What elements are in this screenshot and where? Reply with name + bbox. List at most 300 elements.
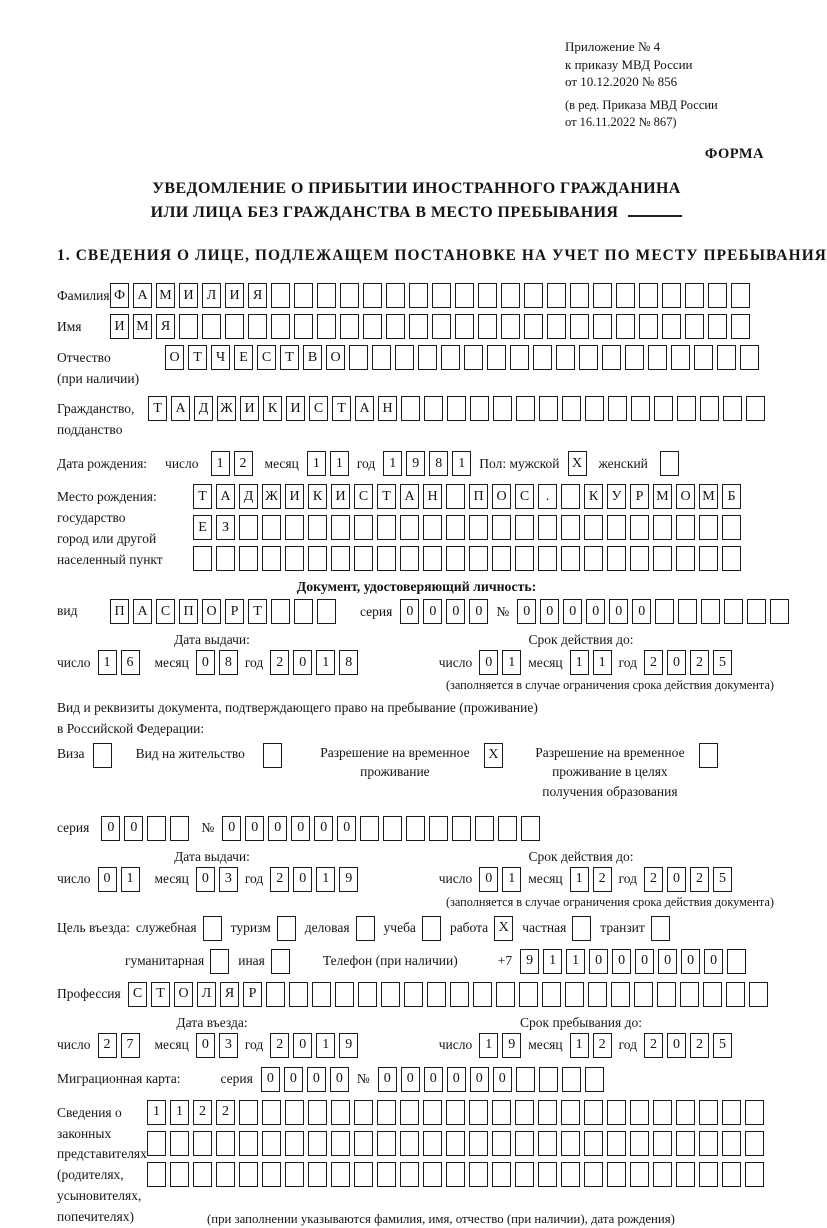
char-cell[interactable] — [699, 515, 718, 540]
char-cell[interactable]: 2 — [270, 650, 289, 675]
char-cell[interactable] — [699, 1100, 718, 1125]
char-cell[interactable]: Я — [248, 283, 267, 308]
char-cell[interactable] — [570, 314, 589, 339]
char-cell[interactable] — [676, 1131, 695, 1156]
char-cell[interactable] — [406, 816, 425, 841]
char-cell[interactable] — [395, 345, 414, 370]
char-cell[interactable] — [170, 816, 189, 841]
char-cell[interactable] — [363, 283, 382, 308]
char-cell[interactable] — [308, 1100, 327, 1125]
char-cell[interactable] — [662, 314, 681, 339]
char-cell[interactable] — [248, 314, 267, 339]
char-cell[interactable]: Д — [194, 396, 213, 421]
char-cell[interactable] — [423, 1131, 442, 1156]
char-cell[interactable] — [749, 982, 768, 1007]
char-cell[interactable] — [400, 515, 419, 540]
char-cell[interactable] — [294, 283, 313, 308]
char-cell[interactable]: 0 — [423, 599, 442, 624]
char-cell[interactable] — [147, 1131, 166, 1156]
char-cell[interactable]: Т — [193, 484, 212, 509]
char-cell[interactable]: 0 — [330, 1067, 349, 1092]
char-cell[interactable] — [561, 1131, 580, 1156]
char-cell[interactable] — [294, 599, 313, 624]
char-cell[interactable] — [193, 1131, 212, 1156]
char-cell[interactable] — [427, 982, 446, 1007]
char-cell[interactable] — [585, 1067, 604, 1092]
char-cell[interactable]: 1 — [316, 650, 335, 675]
char-cell[interactable] — [524, 283, 543, 308]
char-cell[interactable] — [262, 1162, 281, 1187]
char-cell[interactable] — [340, 283, 359, 308]
char-cell[interactable]: У — [607, 484, 626, 509]
char-cell[interactable] — [588, 982, 607, 1007]
char-cell[interactable]: 2 — [193, 1100, 212, 1125]
char-cell[interactable] — [630, 546, 649, 571]
char-cell[interactable] — [478, 283, 497, 308]
char-cell[interactable] — [225, 314, 244, 339]
char-cell[interactable] — [519, 982, 538, 1007]
char-cell[interactable] — [584, 1100, 603, 1125]
char-cell[interactable] — [631, 396, 650, 421]
char-cell[interactable] — [383, 816, 402, 841]
char-cell[interactable] — [770, 599, 789, 624]
temp-residence-checkbox[interactable]: X — [484, 743, 503, 768]
char-cell[interactable] — [446, 1131, 465, 1156]
char-cell[interactable]: 0 — [667, 650, 686, 675]
char-cell[interactable] — [653, 515, 672, 540]
char-cell[interactable]: 0 — [222, 816, 241, 841]
char-cell[interactable] — [363, 314, 382, 339]
char-cell[interactable]: Т — [148, 396, 167, 421]
char-cell[interactable]: 0 — [493, 1067, 512, 1092]
char-cell[interactable] — [179, 314, 198, 339]
char-cell[interactable] — [671, 345, 690, 370]
char-cell[interactable]: 0 — [612, 949, 631, 974]
char-cell[interactable] — [515, 1162, 534, 1187]
char-cell[interactable]: 1 — [330, 451, 349, 476]
char-cell[interactable]: А — [133, 599, 152, 624]
char-cell[interactable] — [722, 1162, 741, 1187]
char-cell[interactable]: Т — [377, 484, 396, 509]
char-cell[interactable] — [423, 1162, 442, 1187]
char-cell[interactable] — [377, 1100, 396, 1125]
char-cell[interactable] — [469, 1100, 488, 1125]
male-checkbox[interactable]: X — [568, 451, 587, 476]
char-cell[interactable] — [740, 345, 759, 370]
char-cell[interactable] — [464, 345, 483, 370]
char-cell[interactable]: С — [257, 345, 276, 370]
char-cell[interactable]: 1 — [316, 1033, 335, 1058]
char-cell[interactable]: 0 — [245, 816, 264, 841]
char-cell[interactable] — [358, 982, 377, 1007]
char-cell[interactable]: 0 — [667, 1033, 686, 1058]
char-cell[interactable] — [331, 1131, 350, 1156]
char-cell[interactable] — [703, 982, 722, 1007]
visit-opt-humanitarian-checkbox[interactable] — [210, 949, 229, 974]
char-cell[interactable]: . — [538, 484, 557, 509]
visit-opt-official-checkbox[interactable] — [203, 916, 222, 941]
visit-opt-business-checkbox[interactable] — [356, 916, 375, 941]
char-cell[interactable]: 1 — [566, 949, 585, 974]
char-cell[interactable]: 0 — [291, 816, 310, 841]
char-cell[interactable] — [538, 1100, 557, 1125]
char-cell[interactable] — [377, 1131, 396, 1156]
char-cell[interactable] — [616, 314, 635, 339]
char-cell[interactable] — [561, 484, 580, 509]
char-cell[interactable] — [538, 546, 557, 571]
char-cell[interactable]: 9 — [406, 451, 425, 476]
visit-opt-transit-checkbox[interactable] — [651, 916, 670, 941]
char-cell[interactable] — [452, 816, 471, 841]
char-cell[interactable]: 0 — [196, 867, 215, 892]
char-cell[interactable]: 2 — [234, 451, 253, 476]
char-cell[interactable]: 1 — [316, 867, 335, 892]
char-cell[interactable]: Л — [197, 982, 216, 1007]
char-cell[interactable]: 6 — [121, 650, 140, 675]
char-cell[interactable] — [722, 546, 741, 571]
char-cell[interactable] — [423, 1100, 442, 1125]
char-cell[interactable]: 1 — [452, 451, 471, 476]
char-cell[interactable]: Я — [156, 314, 175, 339]
char-cell[interactable]: 9 — [502, 1033, 521, 1058]
char-cell[interactable] — [708, 283, 727, 308]
visit-opt-private-checkbox[interactable] — [572, 916, 591, 941]
char-cell[interactable] — [446, 515, 465, 540]
char-cell[interactable] — [616, 283, 635, 308]
char-cell[interactable]: 0 — [609, 599, 628, 624]
char-cell[interactable]: 8 — [339, 650, 358, 675]
char-cell[interactable]: 0 — [447, 1067, 466, 1092]
char-cell[interactable]: С — [128, 982, 147, 1007]
char-cell[interactable] — [216, 546, 235, 571]
char-cell[interactable] — [708, 314, 727, 339]
char-cell[interactable]: 7 — [121, 1033, 140, 1058]
char-cell[interactable] — [349, 345, 368, 370]
char-cell[interactable]: 5 — [713, 650, 732, 675]
char-cell[interactable] — [565, 982, 584, 1007]
char-cell[interactable] — [418, 345, 437, 370]
char-cell[interactable] — [285, 515, 304, 540]
char-cell[interactable] — [561, 1162, 580, 1187]
char-cell[interactable] — [354, 546, 373, 571]
char-cell[interactable] — [701, 599, 720, 624]
char-cell[interactable] — [289, 982, 308, 1007]
char-cell[interactable] — [354, 515, 373, 540]
char-cell[interactable] — [202, 314, 221, 339]
char-cell[interactable] — [469, 1131, 488, 1156]
char-cell[interactable] — [271, 599, 290, 624]
char-cell[interactable] — [496, 982, 515, 1007]
char-cell[interactable] — [561, 515, 580, 540]
char-cell[interactable] — [400, 1100, 419, 1125]
char-cell[interactable]: 0 — [337, 816, 356, 841]
char-cell[interactable] — [694, 345, 713, 370]
char-cell[interactable]: Т — [188, 345, 207, 370]
char-cell[interactable]: 9 — [520, 949, 539, 974]
char-cell[interactable] — [377, 515, 396, 540]
char-cell[interactable]: 0 — [681, 949, 700, 974]
char-cell[interactable] — [680, 982, 699, 1007]
char-cell[interactable] — [239, 1131, 258, 1156]
char-cell[interactable]: 0 — [101, 816, 120, 841]
char-cell[interactable]: К — [308, 484, 327, 509]
char-cell[interactable]: 2 — [270, 1033, 289, 1058]
char-cell[interactable] — [584, 515, 603, 540]
char-cell[interactable]: 8 — [429, 451, 448, 476]
char-cell[interactable] — [360, 816, 379, 841]
char-cell[interactable] — [423, 515, 442, 540]
char-cell[interactable] — [676, 546, 695, 571]
char-cell[interactable] — [607, 515, 626, 540]
char-cell[interactable] — [516, 396, 535, 421]
char-cell[interactable]: И — [110, 314, 129, 339]
char-cell[interactable]: М — [699, 484, 718, 509]
char-cell[interactable]: О — [492, 484, 511, 509]
temp-residence-education-checkbox[interactable] — [699, 743, 718, 768]
char-cell[interactable]: 2 — [644, 650, 663, 675]
char-cell[interactable]: 0 — [293, 1033, 312, 1058]
visit-opt-study-checkbox[interactable] — [422, 916, 441, 941]
char-cell[interactable] — [654, 396, 673, 421]
char-cell[interactable]: Р — [630, 484, 649, 509]
char-cell[interactable]: 1 — [502, 650, 521, 675]
char-cell[interactable] — [562, 396, 581, 421]
char-cell[interactable] — [429, 816, 448, 841]
char-cell[interactable]: Н — [423, 484, 442, 509]
char-cell[interactable]: Т — [280, 345, 299, 370]
char-cell[interactable]: Б — [722, 484, 741, 509]
char-cell[interactable]: 0 — [470, 1067, 489, 1092]
char-cell[interactable] — [538, 1131, 557, 1156]
char-cell[interactable] — [676, 1100, 695, 1125]
char-cell[interactable]: 2 — [270, 867, 289, 892]
char-cell[interactable]: 1 — [570, 650, 589, 675]
char-cell[interactable] — [455, 283, 474, 308]
char-cell[interactable] — [584, 1162, 603, 1187]
char-cell[interactable] — [308, 1162, 327, 1187]
char-cell[interactable] — [317, 283, 336, 308]
char-cell[interactable]: 0 — [284, 1067, 303, 1092]
char-cell[interactable]: 1 — [121, 867, 140, 892]
char-cell[interactable] — [492, 1131, 511, 1156]
char-cell[interactable] — [285, 1162, 304, 1187]
char-cell[interactable] — [216, 1162, 235, 1187]
char-cell[interactable]: А — [355, 396, 374, 421]
char-cell[interactable] — [593, 283, 612, 308]
char-cell[interactable] — [602, 345, 621, 370]
char-cell[interactable] — [424, 396, 443, 421]
char-cell[interactable] — [630, 515, 649, 540]
char-cell[interactable]: 9 — [339, 867, 358, 892]
char-cell[interactable] — [722, 1131, 741, 1156]
char-cell[interactable]: 9 — [339, 1033, 358, 1058]
char-cell[interactable] — [432, 314, 451, 339]
char-cell[interactable] — [386, 283, 405, 308]
char-cell[interactable] — [492, 515, 511, 540]
char-cell[interactable]: 1 — [502, 867, 521, 892]
char-cell[interactable]: 1 — [211, 451, 230, 476]
char-cell[interactable] — [515, 515, 534, 540]
char-cell[interactable] — [607, 1131, 626, 1156]
visit-opt-work-checkbox[interactable]: X — [494, 916, 513, 941]
char-cell[interactable]: П — [110, 599, 129, 624]
char-cell[interactable]: М — [653, 484, 672, 509]
char-cell[interactable] — [678, 599, 697, 624]
char-cell[interactable]: 2 — [644, 1033, 663, 1058]
char-cell[interactable]: О — [174, 982, 193, 1007]
char-cell[interactable]: 0 — [424, 1067, 443, 1092]
char-cell[interactable]: 0 — [196, 1033, 215, 1058]
char-cell[interactable]: 1 — [170, 1100, 189, 1125]
char-cell[interactable]: З — [216, 515, 235, 540]
char-cell[interactable]: 2 — [593, 1033, 612, 1058]
char-cell[interactable] — [469, 1162, 488, 1187]
char-cell[interactable] — [312, 982, 331, 1007]
char-cell[interactable] — [455, 314, 474, 339]
char-cell[interactable] — [570, 283, 589, 308]
char-cell[interactable] — [331, 1162, 350, 1187]
char-cell[interactable]: 0 — [563, 599, 582, 624]
char-cell[interactable] — [653, 546, 672, 571]
char-cell[interactable] — [727, 949, 746, 974]
char-cell[interactable] — [685, 314, 704, 339]
char-cell[interactable]: Ж — [262, 484, 281, 509]
char-cell[interactable] — [193, 546, 212, 571]
char-cell[interactable] — [492, 1162, 511, 1187]
char-cell[interactable] — [746, 396, 765, 421]
char-cell[interactable] — [521, 816, 540, 841]
char-cell[interactable]: 3 — [219, 867, 238, 892]
char-cell[interactable]: 1 — [570, 867, 589, 892]
char-cell[interactable]: 0 — [704, 949, 723, 974]
char-cell[interactable]: О — [202, 599, 221, 624]
char-cell[interactable] — [538, 515, 557, 540]
char-cell[interactable] — [639, 283, 658, 308]
char-cell[interactable]: П — [179, 599, 198, 624]
char-cell[interactable]: 0 — [400, 599, 419, 624]
char-cell[interactable]: 2 — [690, 867, 709, 892]
char-cell[interactable]: 0 — [446, 599, 465, 624]
char-cell[interactable] — [662, 283, 681, 308]
char-cell[interactable] — [331, 515, 350, 540]
char-cell[interactable]: О — [165, 345, 184, 370]
char-cell[interactable] — [423, 546, 442, 571]
char-cell[interactable] — [335, 982, 354, 1007]
char-cell[interactable] — [685, 283, 704, 308]
char-cell[interactable] — [308, 515, 327, 540]
char-cell[interactable]: Т — [332, 396, 351, 421]
char-cell[interactable] — [542, 982, 561, 1007]
char-cell[interactable]: И — [331, 484, 350, 509]
char-cell[interactable] — [539, 1067, 558, 1092]
char-cell[interactable]: М — [156, 283, 175, 308]
char-cell[interactable] — [340, 314, 359, 339]
char-cell[interactable] — [699, 546, 718, 571]
char-cell[interactable]: 0 — [589, 949, 608, 974]
char-cell[interactable]: А — [133, 283, 152, 308]
char-cell[interactable]: Е — [234, 345, 253, 370]
char-cell[interactable] — [607, 1162, 626, 1187]
char-cell[interactable]: А — [216, 484, 235, 509]
char-cell[interactable]: 8 — [219, 650, 238, 675]
char-cell[interactable] — [317, 314, 336, 339]
char-cell[interactable]: 1 — [593, 650, 612, 675]
char-cell[interactable]: 5 — [713, 867, 732, 892]
char-cell[interactable] — [724, 599, 743, 624]
char-cell[interactable]: 0 — [307, 1067, 326, 1092]
char-cell[interactable]: С — [309, 396, 328, 421]
char-cell[interactable] — [492, 1100, 511, 1125]
char-cell[interactable] — [653, 1162, 672, 1187]
char-cell[interactable] — [271, 314, 290, 339]
char-cell[interactable] — [630, 1100, 649, 1125]
char-cell[interactable] — [308, 1131, 327, 1156]
char-cell[interactable] — [386, 314, 405, 339]
char-cell[interactable] — [377, 546, 396, 571]
char-cell[interactable] — [331, 546, 350, 571]
char-cell[interactable]: 1 — [570, 1033, 589, 1058]
char-cell[interactable]: 0 — [469, 599, 488, 624]
char-cell[interactable] — [409, 283, 428, 308]
char-cell[interactable] — [745, 1131, 764, 1156]
char-cell[interactable] — [634, 982, 653, 1007]
char-cell[interactable] — [539, 396, 558, 421]
char-cell[interactable]: 0 — [401, 1067, 420, 1092]
char-cell[interactable] — [266, 982, 285, 1007]
char-cell[interactable] — [239, 546, 258, 571]
char-cell[interactable]: 2 — [690, 1033, 709, 1058]
char-cell[interactable]: Р — [225, 599, 244, 624]
char-cell[interactable]: 1 — [543, 949, 562, 974]
char-cell[interactable] — [657, 982, 676, 1007]
char-cell[interactable] — [262, 546, 281, 571]
char-cell[interactable]: Я — [220, 982, 239, 1007]
char-cell[interactable]: 0 — [667, 867, 686, 892]
char-cell[interactable] — [607, 546, 626, 571]
female-checkbox[interactable] — [660, 451, 679, 476]
char-cell[interactable] — [193, 1162, 212, 1187]
char-cell[interactable]: П — [469, 484, 488, 509]
char-cell[interactable]: 0 — [196, 650, 215, 675]
char-cell[interactable] — [648, 345, 667, 370]
char-cell[interactable]: 0 — [314, 816, 333, 841]
char-cell[interactable] — [653, 1100, 672, 1125]
char-cell[interactable]: Д — [239, 484, 258, 509]
char-cell[interactable] — [585, 396, 604, 421]
char-cell[interactable] — [446, 546, 465, 571]
char-cell[interactable]: 2 — [690, 650, 709, 675]
char-cell[interactable] — [473, 982, 492, 1007]
char-cell[interactable]: Р — [243, 982, 262, 1007]
char-cell[interactable] — [745, 1162, 764, 1187]
char-cell[interactable] — [655, 599, 674, 624]
char-cell[interactable]: 1 — [383, 451, 402, 476]
char-cell[interactable]: Н — [378, 396, 397, 421]
char-cell[interactable]: И — [179, 283, 198, 308]
char-cell[interactable] — [294, 314, 313, 339]
char-cell[interactable] — [216, 1131, 235, 1156]
char-cell[interactable] — [607, 1100, 626, 1125]
char-cell[interactable] — [446, 1100, 465, 1125]
char-cell[interactable] — [262, 515, 281, 540]
char-cell[interactable]: Ч — [211, 345, 230, 370]
char-cell[interactable]: 1 — [98, 650, 117, 675]
char-cell[interactable]: 2 — [593, 867, 612, 892]
char-cell[interactable] — [331, 1100, 350, 1125]
char-cell[interactable] — [547, 283, 566, 308]
char-cell[interactable] — [239, 515, 258, 540]
char-cell[interactable] — [676, 515, 695, 540]
